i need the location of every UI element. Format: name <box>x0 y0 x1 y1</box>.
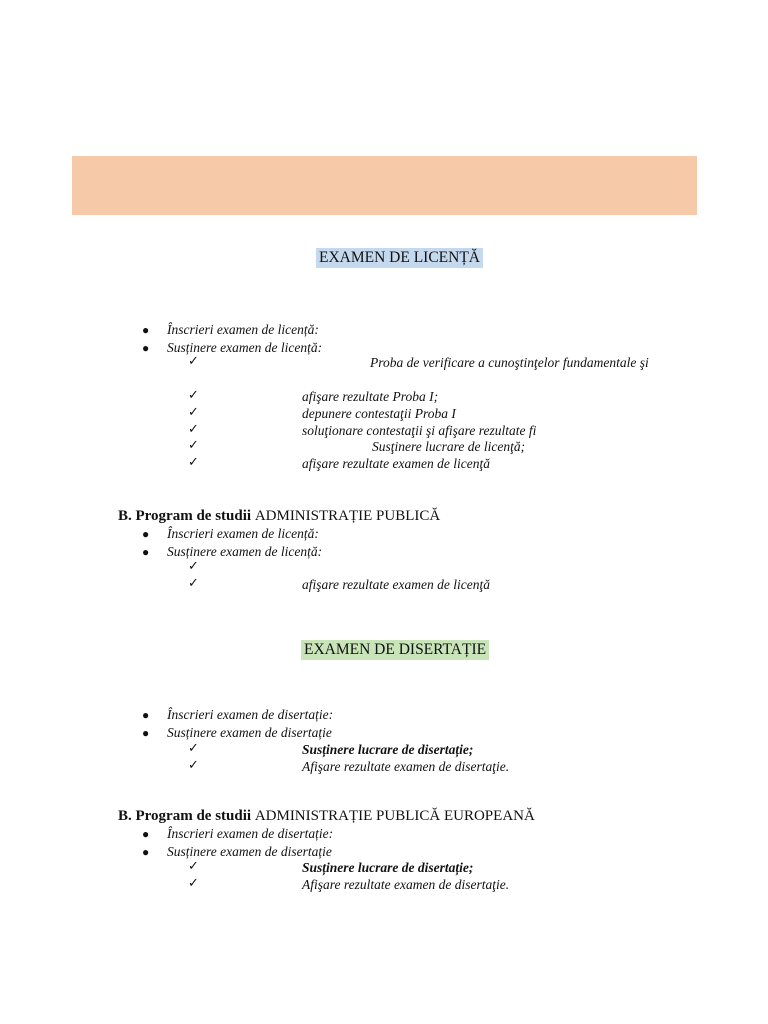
bullet-icon: ● <box>142 545 150 559</box>
checkmark-icon: ✓ <box>188 455 199 470</box>
bullet-icon: ● <box>142 527 150 541</box>
checkmark-icon: ✓ <box>188 859 199 874</box>
checkmark-icon: ✓ <box>188 559 199 574</box>
checkmark-icon: ✓ <box>188 388 199 403</box>
check-item: ✓ Afişare rezultate examen de disertaţie. <box>188 758 510 774</box>
check-item: ✓ Susţinere lucrare de licenţă; <box>188 438 526 454</box>
bullet-icon: ● <box>142 726 150 740</box>
check-item: ✓ afişare rezultate Proba I; <box>188 388 439 404</box>
check-item: ✓ afişare rezultate examen de licenţă <box>188 576 490 592</box>
checkmark-icon: ✓ <box>188 758 199 773</box>
disertatie-heading: EXAMEN DE DISERTAȚIE <box>301 640 489 660</box>
section-title: B. Program de studii ADMINISTRAȚIE PUBLICĂ EUROPEANĂ <box>118 808 535 824</box>
bullet-icon: ● <box>142 827 150 841</box>
bullet-icon: ● <box>142 708 150 722</box>
licenta-heading: EXAMEN DE LICENȚĂ <box>316 248 483 268</box>
check-item: ✓ depunere contestaţii Proba I <box>188 405 456 421</box>
check-item: ✓ Proba de verificare a cunoştinţelor fundamentale şi <box>188 354 649 370</box>
check-item <box>188 560 748 576</box>
checkmark-icon: ✓ <box>188 741 199 756</box>
check-item: ✓ soluţionare contestaţii şi afişare rezultate fi <box>188 422 537 438</box>
checkmark-icon: ✓ <box>188 405 199 420</box>
bullet-icon: ● <box>142 341 150 355</box>
check-item: ✓ Susținere lucrare de disertație; <box>188 741 474 757</box>
checkmark-icon: ✓ <box>188 354 199 369</box>
checkmark-icon: ✓ <box>188 438 199 453</box>
check-item: ✓ Susținere lucrare de disertație; <box>188 859 474 875</box>
bullet-icon: ● <box>142 323 150 337</box>
section-title: B. Program de studii ADMINISTRAȚIE PUBLICĂ <box>118 508 441 524</box>
check-item: ✓ Afişare rezultate examen de disertaţie. <box>188 876 510 892</box>
checkmark-icon: ✓ <box>188 422 199 437</box>
check-item: ✓ afişare rezultate examen de licenţă <box>188 455 490 471</box>
header-banner <box>72 156 697 215</box>
checkmark-icon: ✓ <box>188 876 199 891</box>
checkmark-icon: ✓ <box>188 576 199 591</box>
bullet-icon: ● <box>142 845 150 859</box>
